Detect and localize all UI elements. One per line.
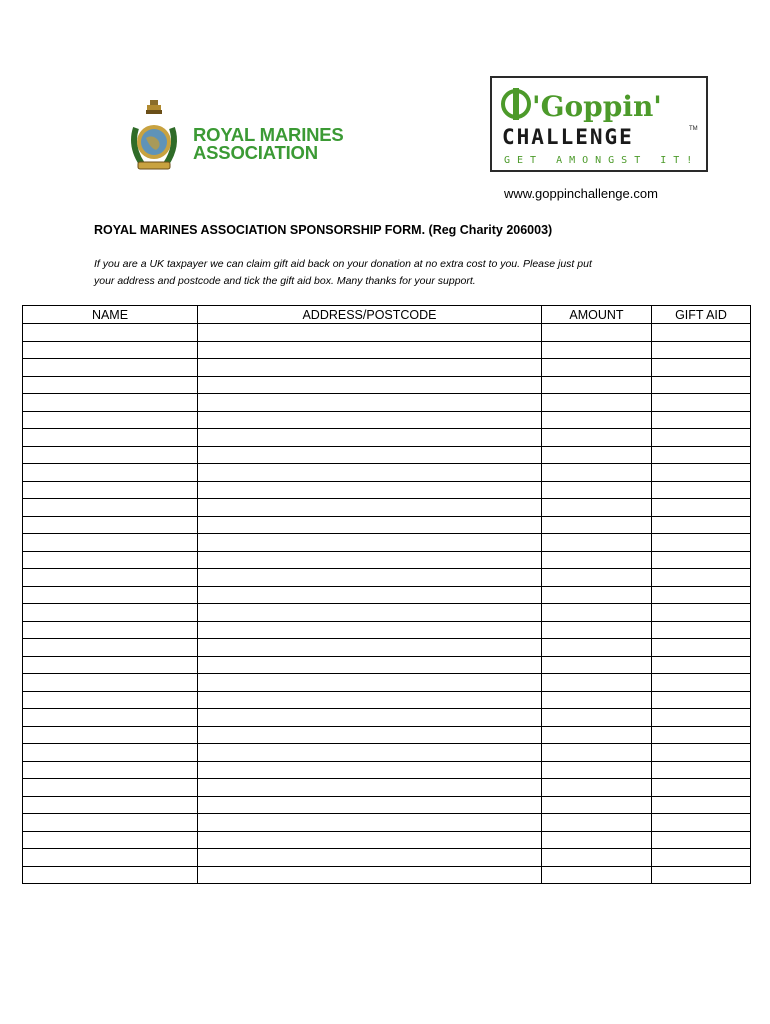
table-row	[23, 534, 751, 552]
cell-gift-aid[interactable]	[652, 324, 751, 342]
cell-address[interactable]	[198, 621, 542, 639]
cell-address[interactable]	[198, 411, 542, 429]
cell-gift-aid[interactable]	[652, 394, 751, 412]
table-row	[23, 481, 751, 499]
cell-amount[interactable]	[542, 656, 652, 674]
cell-gift-aid[interactable]	[652, 411, 751, 429]
cell-address[interactable]	[198, 639, 542, 657]
cell-gift-aid[interactable]	[652, 866, 751, 884]
cell-address[interactable]	[198, 376, 542, 394]
cell-name[interactable]	[23, 446, 198, 464]
header-name: NAME	[23, 306, 198, 324]
cell-gift-aid[interactable]	[652, 674, 751, 692]
cell-amount[interactable]	[542, 376, 652, 394]
cell-address[interactable]	[198, 499, 542, 517]
goppin-challenge-logo	[490, 76, 708, 172]
cell-name[interactable]	[23, 726, 198, 744]
rma-wordmark	[193, 126, 344, 162]
cell-address[interactable]	[198, 831, 542, 849]
cell-address[interactable]	[198, 446, 542, 464]
table-row	[23, 464, 751, 482]
cell-gift-aid[interactable]	[652, 534, 751, 552]
cell-gift-aid[interactable]	[652, 831, 751, 849]
cell-gift-aid[interactable]	[652, 551, 751, 569]
cell-gift-aid[interactable]	[652, 446, 751, 464]
cell-gift-aid[interactable]	[652, 796, 751, 814]
cell-address[interactable]	[198, 779, 542, 797]
cell-name[interactable]	[23, 779, 198, 797]
cell-address[interactable]	[198, 481, 542, 499]
cell-name[interactable]	[23, 394, 198, 412]
cell-address[interactable]	[198, 761, 542, 779]
intro-line-2: your address and postcode and tick the gift aid box. Many thanks for your support.	[94, 275, 476, 287]
cell-amount[interactable]	[542, 324, 652, 342]
table-row	[23, 639, 751, 657]
cell-gift-aid[interactable]	[652, 744, 751, 762]
table-row	[23, 831, 751, 849]
cell-name[interactable]	[23, 656, 198, 674]
table-row	[23, 341, 751, 359]
cell-name[interactable]	[23, 516, 198, 534]
cell-gift-aid[interactable]	[652, 621, 751, 639]
cell-amount[interactable]	[542, 551, 652, 569]
cell-gift-aid[interactable]	[652, 429, 751, 447]
cell-address[interactable]	[198, 534, 542, 552]
cell-name[interactable]	[23, 376, 198, 394]
cell-address[interactable]	[198, 726, 542, 744]
goppin-tm: TM	[689, 126, 698, 132]
cell-gift-aid[interactable]	[652, 604, 751, 622]
cell-gift-aid[interactable]	[652, 691, 751, 709]
cell-name[interactable]	[23, 499, 198, 517]
cell-amount[interactable]	[542, 394, 652, 412]
cell-gift-aid[interactable]	[652, 849, 751, 867]
intro-line-1: If you are a UK taxpayer we can claim gift aid back on your donation at no extra cost to you. Please just put	[94, 258, 592, 270]
cell-address[interactable]	[198, 569, 542, 587]
cell-amount[interactable]	[542, 761, 652, 779]
cell-amount[interactable]	[542, 849, 652, 867]
website-url: www.goppinchallenge.com	[504, 186, 658, 201]
table-row	[23, 359, 751, 377]
cell-amount[interactable]	[542, 621, 652, 639]
rma-line1: ROYAL MARINES	[193, 124, 344, 145]
cell-gift-aid[interactable]	[652, 779, 751, 797]
cell-amount[interactable]	[542, 499, 652, 517]
goppin-challenge-word: CHALLENGE	[502, 125, 634, 149]
cell-address[interactable]	[198, 656, 542, 674]
table-row	[23, 709, 751, 727]
cell-address[interactable]	[198, 709, 542, 727]
cell-name[interactable]	[23, 814, 198, 832]
table-header-row	[23, 306, 751, 324]
cell-address[interactable]	[198, 359, 542, 377]
cell-name[interactable]	[23, 341, 198, 359]
cell-amount[interactable]	[542, 481, 652, 499]
cell-gift-aid[interactable]	[652, 656, 751, 674]
table-row	[23, 656, 751, 674]
cell-name[interactable]	[23, 849, 198, 867]
cell-gift-aid[interactable]	[652, 586, 751, 604]
table-body	[23, 324, 751, 884]
cell-name[interactable]	[23, 481, 198, 499]
cell-amount[interactable]	[542, 341, 652, 359]
cell-name[interactable]	[23, 796, 198, 814]
cell-amount[interactable]	[542, 639, 652, 657]
cell-name[interactable]	[23, 709, 198, 727]
cell-address[interactable]	[198, 586, 542, 604]
cell-name[interactable]	[23, 429, 198, 447]
table-row	[23, 516, 751, 534]
cell-gift-aid[interactable]	[652, 376, 751, 394]
intro-text	[94, 256, 694, 290]
table-row	[23, 814, 751, 832]
cell-address[interactable]	[198, 866, 542, 884]
cell-name[interactable]	[23, 359, 198, 377]
cell-amount[interactable]	[542, 691, 652, 709]
cell-amount[interactable]	[542, 866, 652, 884]
cell-address[interactable]	[198, 674, 542, 692]
cell-name[interactable]	[23, 569, 198, 587]
cell-gift-aid[interactable]	[652, 814, 751, 832]
cell-name[interactable]	[23, 621, 198, 639]
cell-name[interactable]	[23, 411, 198, 429]
cell-address[interactable]	[198, 744, 542, 762]
cell-name[interactable]	[23, 866, 198, 884]
cell-gift-aid[interactable]	[652, 516, 751, 534]
cell-address[interactable]	[198, 394, 542, 412]
table-row	[23, 604, 751, 622]
table-row	[23, 499, 751, 517]
rma-crest-icon	[126, 98, 182, 174]
cell-gift-aid[interactable]	[652, 499, 751, 517]
sponsorship-table	[22, 305, 751, 884]
cell-name[interactable]	[23, 674, 198, 692]
table-row	[23, 621, 751, 639]
cell-name[interactable]	[23, 761, 198, 779]
cell-address[interactable]	[198, 814, 542, 832]
cell-name[interactable]	[23, 464, 198, 482]
cell-amount[interactable]	[542, 709, 652, 727]
cell-address[interactable]	[198, 324, 542, 342]
table-row	[23, 394, 751, 412]
cell-gift-aid[interactable]	[652, 761, 751, 779]
cell-amount[interactable]	[542, 831, 652, 849]
table-row	[23, 429, 751, 447]
cell-address[interactable]	[198, 341, 542, 359]
table-row	[23, 446, 751, 464]
rma-logo	[126, 98, 366, 176]
cell-amount[interactable]	[542, 796, 652, 814]
cell-amount[interactable]	[542, 516, 652, 534]
cell-amount[interactable]	[542, 534, 652, 552]
cell-name[interactable]	[23, 639, 198, 657]
table-row	[23, 761, 751, 779]
table-row	[23, 551, 751, 569]
cell-address[interactable]	[198, 551, 542, 569]
header-address: ADDRESS/POSTCODE	[198, 306, 542, 324]
cell-amount[interactable]	[542, 586, 652, 604]
cell-name[interactable]	[23, 604, 198, 622]
cell-amount[interactable]	[542, 744, 652, 762]
cell-gift-aid[interactable]	[652, 481, 751, 499]
cell-address[interactable]	[198, 516, 542, 534]
table-row	[23, 569, 751, 587]
cell-amount[interactable]	[542, 429, 652, 447]
cell-gift-aid[interactable]	[652, 569, 751, 587]
table-row	[23, 849, 751, 867]
table-row	[23, 796, 751, 814]
goppin-name: 'Goppin'	[532, 90, 662, 123]
cell-name[interactable]	[23, 691, 198, 709]
cell-gift-aid[interactable]	[652, 464, 751, 482]
table-row	[23, 674, 751, 692]
cell-amount[interactable]	[542, 726, 652, 744]
header-amount: AMOUNT	[542, 306, 652, 324]
cell-address[interactable]	[198, 464, 542, 482]
cell-amount[interactable]	[542, 359, 652, 377]
table-row	[23, 779, 751, 797]
cell-name[interactable]	[23, 534, 198, 552]
cell-amount[interactable]	[542, 814, 652, 832]
cell-gift-aid[interactable]	[652, 359, 751, 377]
cell-name[interactable]	[23, 551, 198, 569]
goppin-tagline: GET AMONGST IT!	[504, 155, 700, 166]
cell-gift-aid[interactable]	[652, 341, 751, 359]
cell-name[interactable]	[23, 324, 198, 342]
cell-address[interactable]	[198, 849, 542, 867]
cell-name[interactable]	[23, 744, 198, 762]
table-row	[23, 691, 751, 709]
goppin-logo-graphic	[492, 78, 706, 170]
table-row	[23, 411, 751, 429]
cell-address[interactable]	[198, 604, 542, 622]
form-title: ROYAL MARINES ASSOCIATION SPONSORSHIP FORM. (Reg Charity 206003)	[94, 223, 553, 237]
cell-gift-aid[interactable]	[652, 639, 751, 657]
table-row	[23, 324, 751, 342]
table-row	[23, 726, 751, 744]
cell-address[interactable]	[198, 691, 542, 709]
cell-amount[interactable]	[542, 674, 652, 692]
cell-name[interactable]	[23, 586, 198, 604]
cell-gift-aid[interactable]	[652, 709, 751, 727]
cell-amount[interactable]	[542, 464, 652, 482]
cell-amount[interactable]	[542, 446, 652, 464]
rma-line2: ASSOCIATION	[193, 142, 318, 163]
header-gift-aid: GIFT AID	[652, 306, 751, 324]
table-row	[23, 376, 751, 394]
cell-amount[interactable]	[542, 411, 652, 429]
cell-amount[interactable]	[542, 569, 652, 587]
cell-name[interactable]	[23, 831, 198, 849]
table-row	[23, 744, 751, 762]
cell-amount[interactable]	[542, 779, 652, 797]
cell-gift-aid[interactable]	[652, 726, 751, 744]
cell-address[interactable]	[198, 429, 542, 447]
cell-address[interactable]	[198, 796, 542, 814]
cell-amount[interactable]	[542, 604, 652, 622]
table-row	[23, 586, 751, 604]
table-row	[23, 866, 751, 884]
